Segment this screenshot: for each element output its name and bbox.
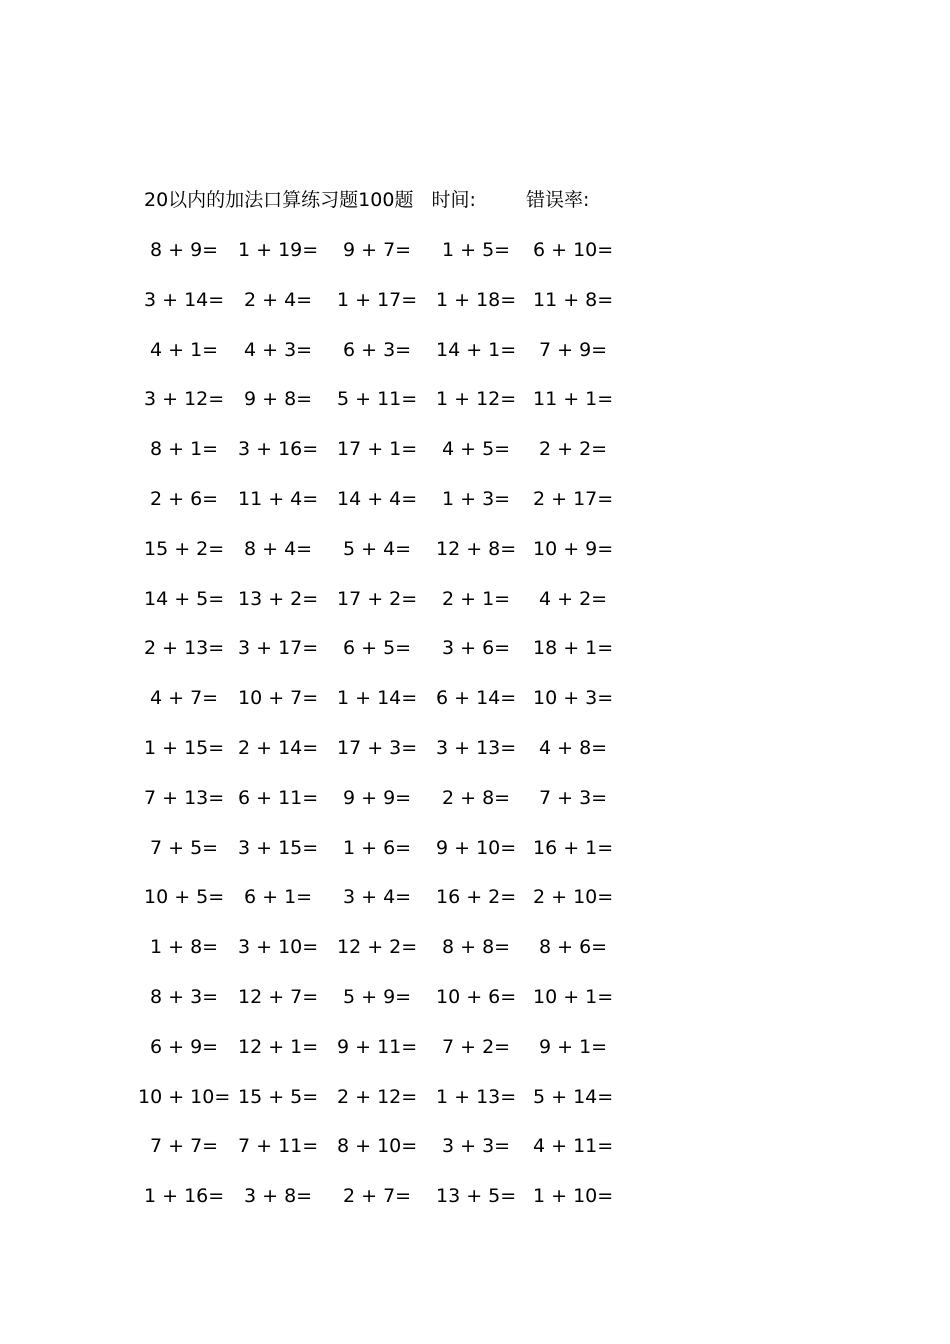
problem-item: 5 + 11= (337, 388, 418, 411)
problem-item: 9 + 1= (539, 1035, 608, 1058)
problem-item: 3 + 6= (442, 637, 511, 660)
problem-item: 5 + 14= (533, 1085, 614, 1108)
problem-row (0, 585, 950, 635)
problem-row (0, 485, 950, 535)
problem-item: 1 + 15= (144, 736, 225, 759)
problem-item: 8 + 3= (150, 985, 219, 1008)
problem-row (0, 883, 950, 933)
problem-row (0, 535, 950, 585)
problem-row (0, 236, 950, 286)
problem-item: 1 + 17= (337, 288, 418, 311)
problem-item: 1 + 6= (343, 836, 412, 859)
problem-item: 6 + 1= (244, 886, 313, 909)
problem-item: 8 + 8= (442, 936, 511, 959)
problem-item: 15 + 2= (144, 537, 225, 560)
problem-item: 7 + 7= (150, 1135, 219, 1158)
problem-item: 1 + 8= (150, 936, 219, 959)
problem-item: 12 + 2= (337, 936, 418, 959)
problem-item: 15 + 5= (238, 1085, 319, 1108)
problem-row (0, 684, 950, 734)
problem-item: 3 + 8= (244, 1185, 313, 1208)
problem-item: 13 + 5= (436, 1185, 517, 1208)
problem-item: 10 + 3= (533, 687, 614, 710)
problem-row (0, 286, 950, 336)
problem-item: 17 + 3= (337, 736, 418, 759)
time-label: 时间: (431, 189, 476, 211)
problem-item: 4 + 1= (150, 338, 219, 361)
problem-item: 3 + 10= (238, 936, 319, 959)
problem-row (0, 1033, 950, 1083)
problem-item: 9 + 10= (436, 836, 517, 859)
problem-item: 8 + 4= (244, 537, 313, 560)
problem-item: 16 + 1= (533, 836, 614, 859)
problem-item: 6 + 9= (150, 1035, 219, 1058)
problem-item: 14 + 4= (337, 487, 418, 510)
problem-item: 3 + 16= (238, 438, 319, 461)
problem-item: 17 + 2= (337, 587, 418, 610)
problem-item: 2 + 4= (244, 288, 313, 311)
problem-item: 13 + 2= (238, 587, 319, 610)
problem-row (0, 933, 950, 983)
problem-item: 5 + 9= (343, 985, 412, 1008)
problem-item: 6 + 5= (343, 637, 412, 660)
problem-item: 8 + 6= (539, 936, 608, 959)
problem-item: 10 + 7= (238, 687, 319, 710)
problem-item: 14 + 5= (144, 587, 225, 610)
problem-item: 10 + 5= (144, 886, 225, 909)
problem-item: 2 + 6= (150, 487, 219, 510)
problem-item: 2 + 12= (337, 1085, 418, 1108)
problem-grid (0, 236, 950, 1232)
problem-row (0, 734, 950, 784)
problem-item: 2 + 2= (539, 438, 608, 461)
problem-item: 4 + 11= (533, 1135, 614, 1158)
problem-item: 14 + 1= (436, 338, 517, 361)
problem-item: 3 + 15= (238, 836, 319, 859)
problem-item: 1 + 12= (436, 388, 517, 411)
problem-item: 10 + 6= (436, 985, 517, 1008)
problem-item: 7 + 11= (238, 1135, 319, 1158)
problem-item: 1 + 19= (238, 239, 319, 261)
problem-item: 3 + 12= (144, 388, 225, 411)
problem-item: 8 + 10= (337, 1135, 418, 1158)
problem-item: 6 + 10= (533, 239, 614, 261)
problem-item: 7 + 2= (442, 1035, 511, 1058)
problem-item: 2 + 14= (238, 736, 319, 759)
problem-item: 1 + 13= (436, 1085, 517, 1108)
worksheet-title: 20以内的加法口算练习题100题 (144, 189, 414, 211)
problem-item: 1 + 18= (436, 288, 517, 311)
problem-item: 7 + 5= (150, 836, 219, 859)
problem-item: 9 + 9= (343, 786, 412, 809)
problem-row (0, 1182, 950, 1232)
problem-item: 2 + 8= (442, 786, 511, 809)
problem-row (0, 1083, 950, 1133)
problem-item: 16 + 2= (436, 886, 517, 909)
problem-row (0, 983, 950, 1033)
problem-item: 4 + 2= (539, 587, 608, 610)
problem-item: 1 + 14= (337, 687, 418, 710)
problem-item: 5 + 4= (343, 537, 412, 560)
problem-item: 8 + 1= (150, 438, 219, 461)
problem-item: 11 + 8= (533, 288, 614, 311)
problem-item: 2 + 13= (144, 637, 225, 660)
error-rate-label: 错误率: (525, 189, 590, 211)
worksheet-header (144, 186, 589, 214)
problem-row (0, 834, 950, 884)
problem-item: 9 + 7= (343, 239, 412, 261)
problem-item: 10 + 1= (533, 985, 614, 1008)
problem-item: 9 + 8= (244, 388, 313, 411)
problem-item: 6 + 14= (436, 687, 517, 710)
problem-item: 10 + 10= (138, 1085, 231, 1108)
problem-item: 4 + 3= (244, 338, 313, 361)
problem-row (0, 784, 950, 834)
problem-item: 11 + 4= (238, 487, 319, 510)
problem-item: 4 + 7= (150, 687, 219, 710)
problem-item: 17 + 1= (337, 438, 418, 461)
problem-row (0, 385, 950, 435)
problem-item: 2 + 7= (343, 1185, 412, 1208)
problem-row (0, 336, 950, 386)
problem-item: 3 + 14= (144, 288, 225, 311)
problem-item: 1 + 16= (144, 1185, 225, 1208)
problem-item: 7 + 3= (539, 786, 608, 809)
problem-item: 2 + 1= (442, 587, 511, 610)
problem-item: 10 + 9= (533, 537, 614, 560)
problem-item: 3 + 3= (442, 1135, 511, 1158)
problem-item: 1 + 3= (442, 487, 511, 510)
problem-item: 6 + 11= (238, 786, 319, 809)
problem-item: 2 + 17= (533, 487, 614, 510)
problem-row (0, 634, 950, 684)
problem-item: 4 + 5= (442, 438, 511, 461)
problem-item: 7 + 13= (144, 786, 225, 809)
problem-item: 3 + 17= (238, 637, 319, 660)
problem-item: 3 + 4= (343, 886, 412, 909)
problem-item: 4 + 8= (539, 736, 608, 759)
problem-row (0, 435, 950, 485)
problem-item: 1 + 10= (533, 1185, 614, 1208)
problem-item: 6 + 3= (343, 338, 412, 361)
problem-item: 12 + 7= (238, 985, 319, 1008)
problem-row (0, 1132, 950, 1182)
problem-item: 1 + 5= (442, 239, 511, 261)
problem-item: 9 + 11= (337, 1035, 418, 1058)
problem-item: 2 + 10= (533, 886, 614, 909)
problem-item: 18 + 1= (533, 637, 614, 660)
problem-item: 7 + 9= (539, 338, 608, 361)
problem-item: 3 + 13= (436, 736, 517, 759)
problem-item: 8 + 9= (150, 239, 219, 261)
problem-item: 12 + 8= (436, 537, 517, 560)
problem-item: 11 + 1= (533, 388, 614, 411)
problem-item: 12 + 1= (238, 1035, 319, 1058)
